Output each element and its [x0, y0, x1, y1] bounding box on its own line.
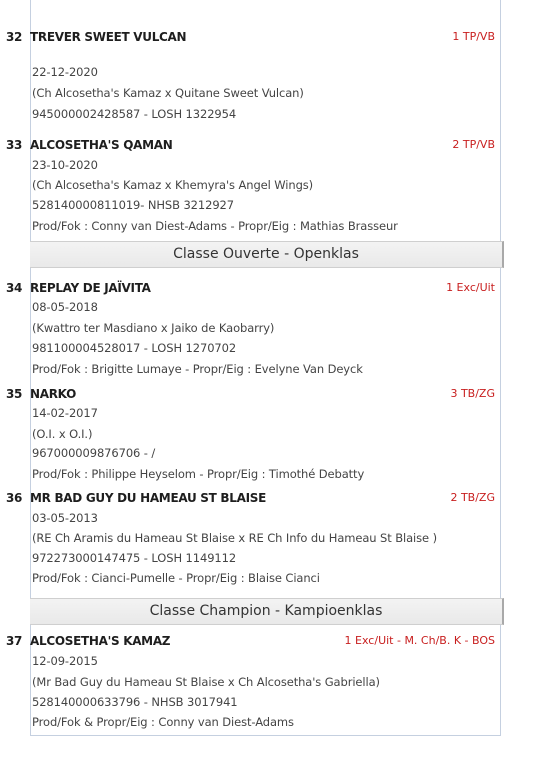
registration: 981100004528017 - LOSH 1270702: [32, 341, 237, 355]
award: 2 TB/ZG: [450, 491, 495, 504]
birth-date: 14-02-2017: [32, 406, 98, 420]
award: 1 Exc/Uit - M. Ch/B. K - BOS: [344, 634, 495, 647]
birth-date: 23-10-2020: [32, 158, 98, 172]
registration: 972273000147475 - LOSH 1149112: [32, 551, 237, 565]
registration: 528140000811019- NHSB 3212927: [32, 198, 234, 212]
parentage: (RE Ch Aramis du Hameau St Blaise x RE Ch Info du Hameau St Blaise ): [32, 531, 437, 545]
class-header: Classe Champion - Kampioenklas: [30, 598, 504, 625]
registration: 945000002428587 - LOSH 1322954: [32, 107, 237, 121]
parentage: (O.I. x O.I.): [32, 427, 93, 441]
dog-name: TREVER SWEET VULCAN: [30, 30, 187, 44]
breeder-owner: Prod/Fok : Cianci-Pumelle - Propr/Eig : Blaise Cianci: [32, 571, 320, 585]
dog-name: REPLAY DE JAÏVITA: [30, 281, 151, 295]
dog-name: ALCOSETHA'S KAMAZ: [30, 634, 171, 648]
dog-name: ALCOSETHA'S QAMAN: [30, 138, 173, 152]
breeder-owner: Prod/Fok : Brigitte Lumaye - Propr/Eig : Evelyne Van Deyck: [32, 362, 363, 376]
registration: 967000009876706 - /: [32, 446, 156, 460]
registration: 528140000633796 - NHSB 3017941: [32, 695, 238, 709]
dog-name: NARKO: [30, 387, 77, 401]
birth-date: 12-09-2015: [32, 654, 98, 668]
parentage: (Mr Bad Guy du Hameau St Blaise x Ch Alcosetha's Gabriella): [32, 675, 380, 689]
catalog-number: 34: [6, 281, 23, 295]
catalog-number: 33: [6, 138, 23, 152]
dog-name: MR BAD GUY DU HAMEAU ST BLAISE: [30, 491, 266, 505]
award: 3 TB/ZG: [450, 387, 495, 400]
parentage: (Kwattro ter Masdiano x Jaiko de Kaobarry): [32, 321, 275, 335]
parentage: (Ch Alcosetha's Kamaz x Quitane Sweet Vulcan): [32, 86, 304, 100]
breeder-owner: Prod/Fok : Conny van Diest-Adams - Propr/Eig : Mathias Brasseur: [32, 219, 398, 233]
birth-date: 22-12-2020: [32, 65, 98, 79]
award: 1 Exc/Uit: [446, 281, 495, 294]
breeder-owner: Prod/Fok & Propr/Eig : Conny van Diest-Adams: [32, 715, 294, 729]
catalog-number: 37: [6, 634, 23, 648]
award: 2 TP/VB: [452, 138, 495, 151]
parentage: (Ch Alcosetha's Kamaz x Khemyra's Angel Wings): [32, 178, 314, 192]
catalog-number: 35: [6, 387, 23, 401]
birth-date: 03-05-2013: [32, 511, 98, 525]
award: 1 TP/VB: [452, 30, 495, 43]
birth-date: 08-05-2018: [32, 300, 98, 314]
catalog-number: 36: [6, 491, 23, 505]
class-header: Classe Ouverte - Openklas: [30, 241, 504, 268]
breeder-owner: Prod/Fok : Philippe Heyselom - Propr/Eig : Timothé Debatty: [32, 467, 365, 481]
page-margin-bottom: [30, 735, 501, 736]
catalog-number: 32: [6, 30, 23, 44]
